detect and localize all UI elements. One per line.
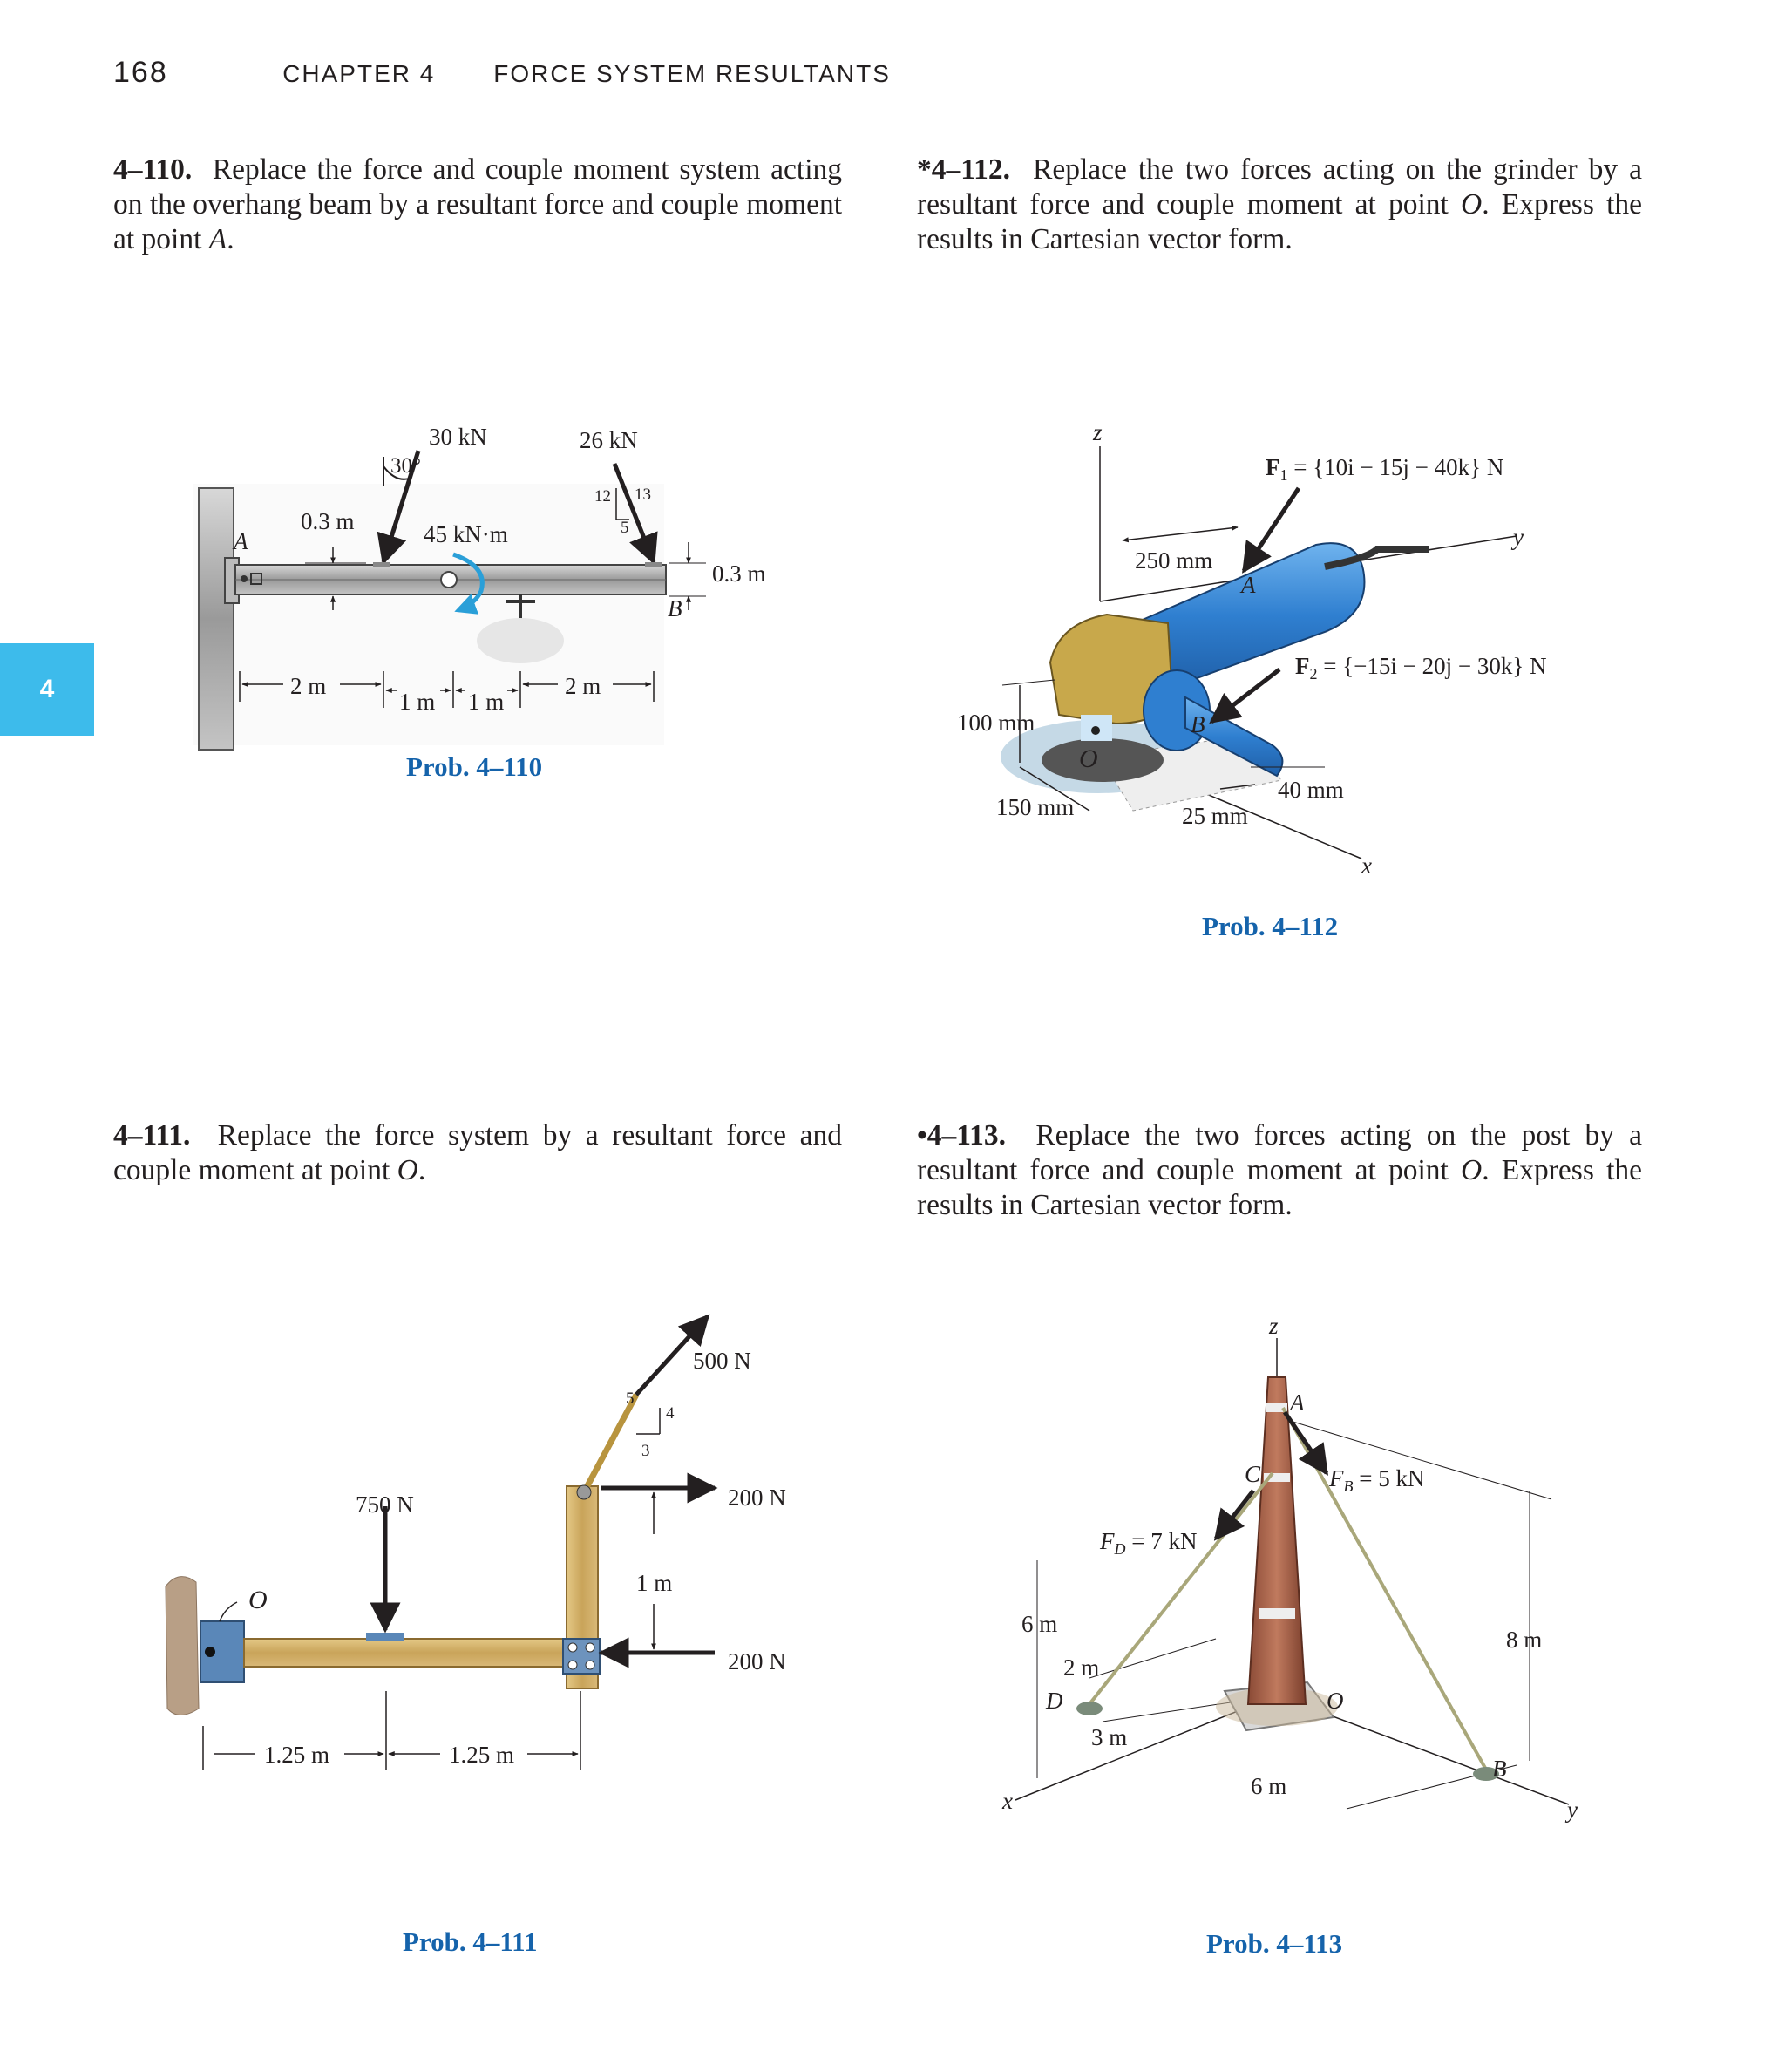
chapter-label: CHAPTER 4 [282,60,436,87]
problem-text: Replace the two forces acting on the post by a resultant force and couple moment at point [917,1119,1642,1186]
dim-8m: 8 m [1506,1627,1543,1653]
label-F2: $F_2 = \{-15i - 20j - 30k\}$ N [1295,653,1547,683]
label-26kN: 26 kN [580,427,638,453]
slope-5: 5 [626,1389,635,1408]
force-FD-arrow [1216,1491,1253,1539]
point-D: D [1046,1688,1063,1714]
point-C: C [1245,1461,1261,1487]
dim-6m: 6 m [1021,1611,1058,1637]
label-angle: 30° [390,454,421,478]
point-O: O [1079,744,1098,773]
slope-13: 13 [635,486,651,504]
problem-text-end: . [227,223,234,255]
dim-25mm: 25 mm [1182,803,1248,829]
dim-6m-b: 6 m [1251,1773,1287,1799]
label-30kN: 30 kN [429,424,487,450]
label-200N-top: 200 N [728,1484,786,1511]
axis-z: z [1269,1313,1279,1339]
slope-3: 3 [641,1442,650,1460]
label-O: O [248,1586,268,1614]
problem-number: 4–110. [113,153,193,186]
problem-text: Replace the force system by a resultant force and couple moment at point [113,1119,842,1186]
label-200N-bottom: 200 N [728,1648,786,1675]
dim-100mm: 100 mm [957,710,1035,736]
label-FD: $F_D = 7$ kN [1100,1528,1198,1558]
label-h1: 0.3 m [301,508,355,534]
dim-1m: 1 m [636,1570,673,1596]
axis-x: x [1361,853,1372,879]
dim-2m: 2 m [1063,1654,1100,1681]
problem-number: 4–111. [113,1119,191,1151]
point-O: O [1327,1688,1344,1714]
axis-x: x [1002,1788,1013,1814]
wall-ground [166,1577,199,1715]
problem-text: Replace the two forces acting on the grinder by a resultant force and couple moment at point [917,153,1643,221]
cable-CD [1089,1473,1273,1704]
horizontal-member [244,1639,571,1667]
point-A: A [1290,1389,1305,1416]
problem-text-end: . Express the results in Cartesian vector form. [917,1154,1642,1221]
label-F1: $F_1 = \{10i - 15j - 40k\}$ N [1266,454,1504,484]
wall-column [199,488,234,750]
axis-y: y [1567,1797,1578,1823]
figure-4-111 [166,1316,786,1770]
label-B: B [668,595,682,622]
point-B: B [1191,711,1205,737]
dim-3m: 3 m [1091,1724,1128,1750]
point-label: O [397,1154,418,1186]
slope-4: 4 [666,1404,675,1423]
problem-text: Replace the force and couple moment system acting on the overhang beam by a resultant force and couple moment at point [113,153,842,255]
label-h2: 0.3 m [712,560,766,587]
caption-4-112: Prob. 4–112 [1202,911,1339,941]
dim-250mm: 250 mm [1135,547,1213,574]
problem-number: *4–112. [917,153,1011,186]
page-number: 168 [113,56,168,89]
slope-12: 12 [594,487,611,506]
caption-4-111: Prob. 4–111 [403,1926,538,1957]
point-label: O [1461,188,1483,221]
dim-2m-b: 2 m [565,673,601,699]
axis-z: z [1093,419,1103,445]
figure-4-113 [1001,1313,1578,1823]
chapter-tab: 4 [0,643,94,736]
dim-1m-b: 1 m [468,689,505,715]
problem-text-end: . Express the results in Cartesian vector form. [917,188,1642,255]
problem-text-end: . [417,1154,426,1186]
point-label: O [1461,1154,1483,1186]
problem-number: •4–113. [917,1119,1007,1151]
axis-y: y [1513,524,1524,550]
label-500N: 500 N [693,1348,751,1374]
point-A: A [1241,572,1256,598]
slope-5: 5 [621,519,629,537]
caption-4-113: Prob. 4–113 [1206,1928,1343,1959]
dim-1.25m-b: 1.25 m [449,1742,515,1768]
point-label: A [208,223,227,255]
dim-1m-a: 1 m [399,689,436,715]
label-FB: $F_B = 5$ kN [1329,1465,1425,1495]
label-moment: 45 kN·m [424,521,508,547]
figure-4-110 [193,424,766,750]
figure-4-112 [957,419,1547,879]
dim-2m-a: 2 m [290,673,327,699]
dim-150mm: 150 mm [996,794,1075,820]
chapter-title: FORCE SYSTEM RESULTANTS [493,60,891,87]
point-B: B [1492,1756,1507,1782]
force-F2-arrow [1211,669,1279,722]
dim-40mm: 40 mm [1278,777,1344,803]
label-750N: 750 N [356,1491,414,1518]
caption-4-110: Prob. 4–110 [406,751,543,782]
label-A: A [234,528,248,554]
dim-1.25m-a: 1.25 m [264,1742,330,1768]
